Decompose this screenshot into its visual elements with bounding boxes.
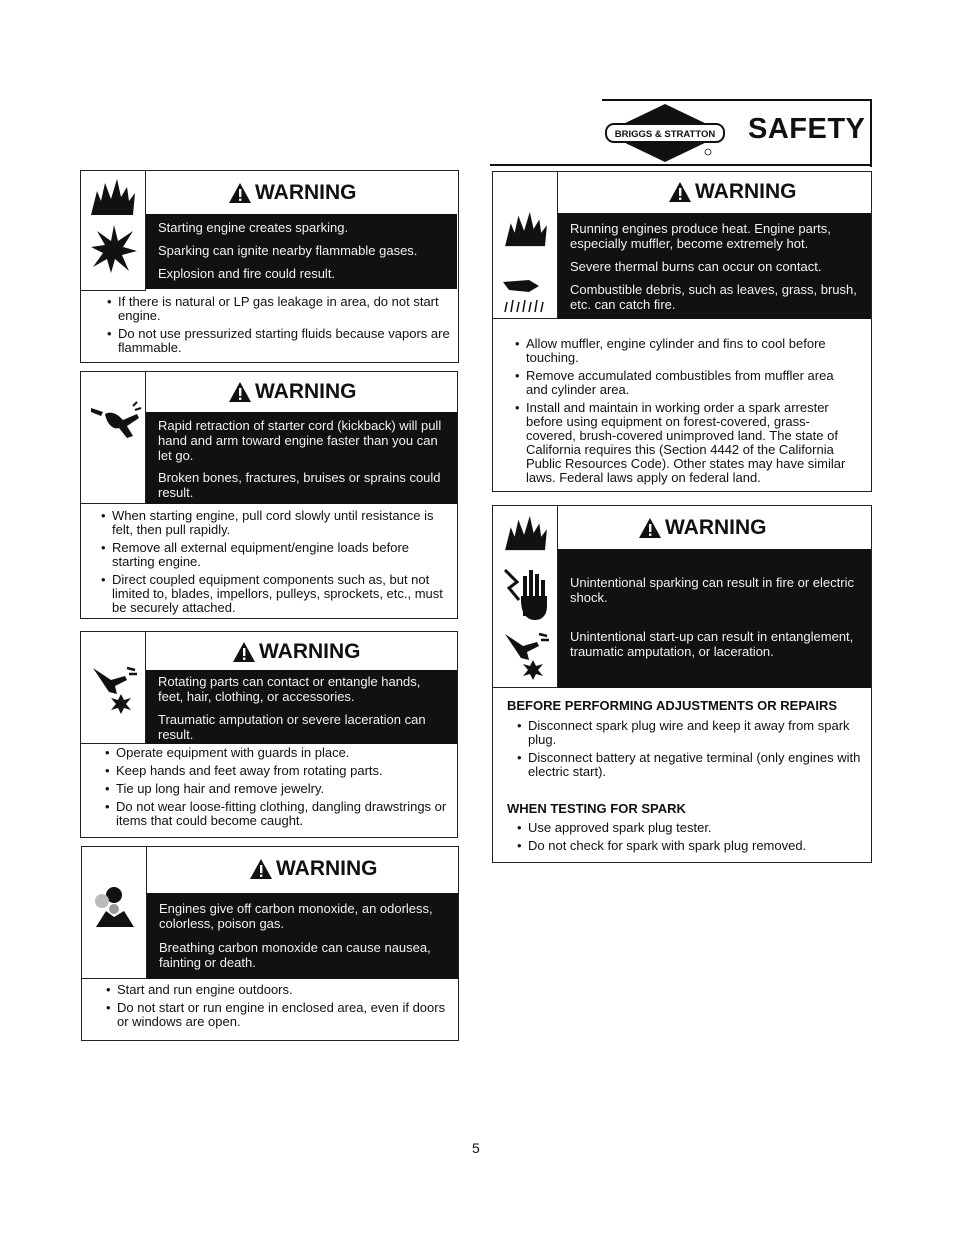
hazard-message: Broken bones, fractures, bruises or sprains could result. (158, 470, 441, 500)
hazard-message: Combustible debris, such as leaves, grass, brush, etc. can catch fire. (570, 282, 857, 312)
electric-shock-icon (503, 566, 549, 620)
list-item: • Do not use pressurized starting fluids because vapors are flammable. (107, 327, 451, 355)
fire-icon (501, 210, 551, 248)
list-item: • Use approved spark plug tester. (517, 821, 862, 835)
warning-triangle-icon (229, 382, 251, 402)
entanglement-icon (503, 630, 551, 680)
warning-label: WARNING (255, 181, 357, 204)
warning-box-rotating-parts (80, 631, 458, 838)
hazard-message: Running engines produce heat. Engine parts, especially muffler, become extremely hot. (570, 221, 831, 251)
warning-triangle-icon (639, 518, 661, 538)
kickback-hand-icon (89, 400, 143, 442)
section-title: BEFORE PERFORMING ADJUSTMENTS OR REPAIRS (507, 698, 838, 713)
list-item: • Disconnect spark plug wire and keep it away from spark plug. (517, 719, 862, 747)
list-item: • Install and maintain in working order a spark arrester before using equipment on forest-covered, grass-covered, brush-covered unimproved land. The state of California requires this (Section 4442 of the California Public Resources Code). Other states may have similar laws. Federal laws apply on federal land. (515, 401, 856, 485)
warning-box-sparking (80, 170, 459, 363)
list-item: • Do not check for spark with spark plug removed. (517, 839, 862, 853)
hazard-messages (147, 893, 458, 979)
list-item: • Direct coupled equipment components such as, but not limited to, blades, impellors, pulleys, sprockets, etc., must be securely attached. (101, 573, 446, 615)
warning-box-hot-parts (492, 171, 872, 492)
hazard-messages (146, 670, 457, 744)
hazard-message: Traumatic amputation or severe laceration can result. (158, 712, 426, 742)
warning-label: WARNING (695, 180, 797, 203)
hazard-messages (146, 214, 457, 289)
list-item: • Remove accumulated combustibles from muffler area and cylinder area. (515, 369, 856, 397)
precaution-list (107, 295, 451, 359)
briggs-stratton-logo (603, 102, 728, 164)
warning-heading (639, 516, 767, 540)
fire-icon (501, 514, 551, 552)
precaution-list (105, 746, 450, 832)
explosion-icon (89, 223, 139, 275)
logo-text: BRIGGS & STRATTON (614, 129, 716, 140)
precaution-list (101, 509, 446, 619)
warning-heading (250, 857, 378, 881)
list-item: • Do not wear loose-fitting clothing, dangling drawstrings or items that could become caught. (105, 800, 450, 828)
hot-surface-icon (499, 272, 549, 314)
entanglement-icon (91, 664, 139, 714)
hazard-message: Engines give off carbon monoxide, an odorless, colorless, poison gas. (159, 901, 433, 931)
page-number: 5 (472, 1140, 480, 1156)
hazard-message: Rapid retraction of starter cord (kickback) will pull hand and arm toward engine faster than you can let go. (158, 418, 442, 463)
header-rule (490, 164, 872, 166)
warning-box-accidental-start (492, 505, 872, 863)
precaution-list (106, 983, 451, 1033)
hazard-message: Unintentional start-up can result in entanglement, traumatic amputation, or laceration. (570, 629, 854, 659)
precaution-list (517, 821, 862, 857)
hazard-messages (146, 412, 457, 504)
hazard-message: Severe thermal burns can occur on contact. (570, 259, 822, 274)
precaution-list (515, 337, 856, 489)
hazard-message: Rotating parts can contact or entangle hands, feet, hair, clothing, or accessories. (158, 674, 421, 704)
hazard-messages (558, 549, 871, 688)
list-item: • Keep hands and feet away from rotating parts. (105, 764, 450, 778)
warning-heading (229, 380, 357, 404)
warning-label: WARNING (276, 857, 378, 880)
warning-triangle-icon (669, 182, 691, 202)
warning-triangle-icon (229, 183, 251, 203)
list-item: • Do not start or run engine in enclosed area, even if doors or windows are open. (106, 1001, 451, 1029)
warning-box-carbon-monoxide (81, 846, 459, 1041)
hazard-message: Breathing carbon monoxide can cause nausea, fainting or death. (159, 940, 431, 970)
hazard-messages (558, 213, 871, 319)
list-item: • Remove all external equipment/engine loads before starting engine. (101, 541, 446, 569)
warning-box-kickback (80, 371, 458, 619)
precaution-list (517, 719, 862, 783)
warning-heading (233, 640, 361, 664)
section-title: WHEN TESTING FOR SPARK (507, 801, 686, 816)
poison-gas-icon (92, 885, 138, 929)
warning-heading (669, 180, 797, 204)
page-title: SAFETY (748, 113, 866, 145)
list-item: • When starting engine, pull cord slowly until resistance is felt, then pull rapidly. (101, 509, 446, 537)
warning-label: WARNING (259, 640, 361, 663)
list-item: • If there is natural or LP gas leakage in area, do not start engine. (107, 295, 451, 323)
warning-label: WARNING (255, 380, 357, 403)
hazard-message: Sparking can ignite nearby flammable gases. (158, 243, 418, 258)
list-item: • Tie up long hair and remove jewelry. (105, 782, 450, 796)
warning-heading (229, 181, 357, 205)
list-item: • Start and run engine outdoors. (106, 983, 451, 997)
fire-icon (87, 177, 139, 217)
list-item: • Allow muffler, engine cylinder and fins to cool before touching. (515, 337, 856, 365)
warning-triangle-icon (233, 642, 255, 662)
hazard-message: Unintentional sparking can result in fire or electric shock. (570, 575, 854, 605)
hazard-message: Explosion and fire could result. (158, 266, 336, 281)
warning-triangle-icon (250, 859, 272, 879)
list-item: • Disconnect battery at negative terminal (only engines with electric start). (517, 751, 862, 779)
list-item: • Operate equipment with guards in place. (105, 746, 450, 760)
warning-label: WARNING (665, 516, 767, 539)
hazard-message: Starting engine creates sparking. (158, 220, 349, 235)
